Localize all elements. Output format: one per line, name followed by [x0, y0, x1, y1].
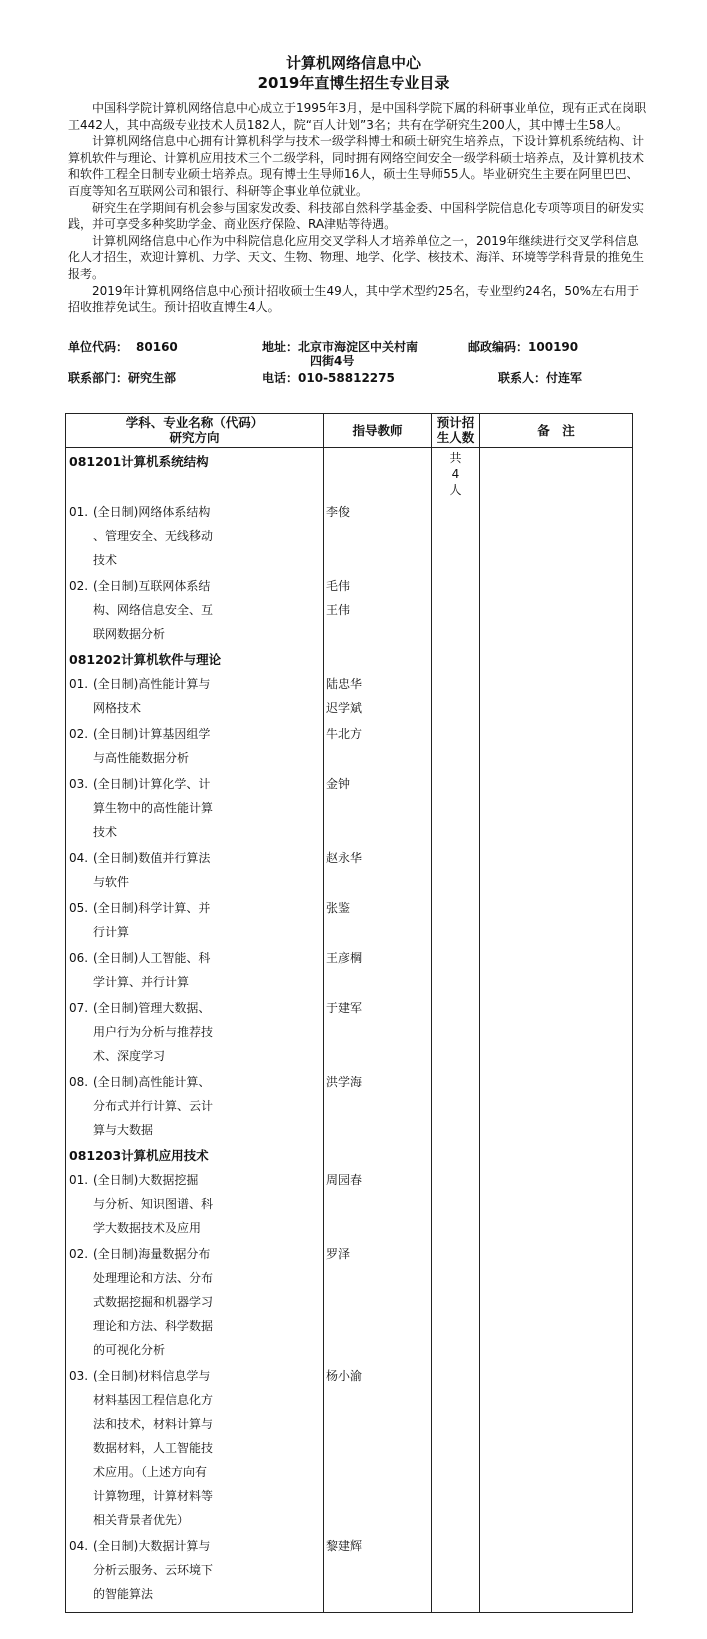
teacher-cell-empty — [324, 448, 432, 499]
quota-cell-empty — [432, 844, 480, 894]
teacher-cell — [324, 1532, 432, 1606]
quota-char: 人 — [449, 483, 462, 497]
table-row-direction — [66, 894, 633, 944]
direction-text-line: 分布式并行计算、云计 — [93, 1099, 214, 1113]
direction-text-line: (全日制)互联网体系结 — [93, 579, 211, 593]
direction-text-line: (全日制)数值并行算法 — [93, 851, 211, 865]
intro-text — [68, 100, 648, 316]
table-row-direction — [66, 498, 633, 572]
table-row-major — [66, 646, 633, 670]
direction-text-line: 分析云服务、云环境下 — [93, 1563, 214, 1577]
remarks-cell — [480, 1068, 633, 1142]
quota-cell-empty — [432, 770, 480, 844]
quota-cell-empty — [432, 1362, 480, 1532]
quota-char: 4 — [451, 467, 460, 481]
quota-cell-empty — [432, 670, 480, 720]
remarks-cell — [480, 994, 633, 1068]
direction-number: 07. — [69, 1001, 89, 1015]
phone-label: 电话： — [262, 371, 299, 385]
direction-number: 02. — [69, 727, 89, 741]
remarks-cell — [480, 1142, 633, 1166]
direction-cell — [66, 498, 324, 572]
postcode — [468, 338, 578, 355]
teacher-name: 毛伟 — [326, 579, 351, 593]
teacher-cell — [324, 1068, 432, 1142]
intro-paragraph: 研究生在学期间有机会参与国家发改委、科技部自然科学基金委、中国科学院信息化专项等项目的研发实践，并可享受多种奖助学金、商业医疗保险、RA津贴等待遇。 — [68, 200, 645, 232]
phone — [262, 369, 395, 386]
direction-cell — [66, 844, 324, 894]
contact-value: 付连军 — [546, 371, 583, 385]
direction-number: 03. — [69, 777, 89, 791]
address-value: 北京市海淀区中关村南 — [298, 340, 419, 354]
direction-text-line: 学大数据技术及应用 — [93, 1221, 202, 1235]
direction-text-line: (全日制)材料信息学与 — [93, 1369, 211, 1383]
remarks-cell — [480, 844, 633, 894]
table-row-direction — [66, 572, 633, 646]
unit-code — [68, 338, 178, 355]
table-row-direction — [66, 1240, 633, 1362]
header-quota-line1: 预计招 — [436, 415, 475, 430]
direction-text-line: (全日制)高性能计算、 — [93, 1075, 211, 1089]
direction-text-line: 联网数据分析 — [93, 627, 166, 641]
address-line2: 四街4号 — [310, 354, 355, 368]
direction-text-line: 术应用。（上述方向有 — [93, 1465, 208, 1479]
teacher-name: 陆忠华 — [326, 677, 363, 691]
direction-number: 02. — [69, 579, 89, 593]
spacer-cell — [324, 1606, 432, 1613]
table-row-direction — [66, 994, 633, 1068]
table-row-direction — [66, 944, 633, 994]
address-label: 地址： — [262, 340, 299, 354]
quota-char: 共 — [449, 451, 462, 465]
direction-number: 01. — [69, 677, 89, 691]
direction-text-line: (全日制)人工智能、科 — [93, 951, 211, 965]
direction-cell — [66, 1166, 324, 1240]
direction-cell — [66, 1240, 324, 1362]
teacher-name: 王彦棡 — [326, 951, 363, 965]
remarks-cell — [480, 770, 633, 844]
teacher-name: 李俊 — [326, 505, 351, 519]
direction-text-line: 材料基因工程信息化方 — [93, 1393, 214, 1407]
direction-text-line: (全日制)海量数据分布 — [93, 1247, 211, 1261]
direction-cell — [66, 770, 324, 844]
table-row-direction — [66, 1362, 633, 1532]
direction-text-line: 算与大数据 — [93, 1123, 154, 1137]
contact-label: 联系人： — [498, 371, 547, 385]
header-quota-line2: 生人数 — [436, 430, 475, 445]
teacher-name: 洪学海 — [326, 1075, 363, 1089]
remarks-cell — [480, 646, 633, 670]
direction-text-line: 与软件 — [93, 875, 130, 889]
direction-number: 01. — [69, 505, 89, 519]
direction-cell — [66, 1362, 324, 1532]
quota-cell-empty — [432, 720, 480, 770]
direction-text-line: 法和技术，材料计算与 — [93, 1417, 214, 1431]
direction-text-line: 与分析、知识图谱、科 — [93, 1197, 214, 1211]
teacher-name: 赵永华 — [326, 851, 363, 865]
page-title: 计算机网络信息中心 — [285, 54, 421, 72]
table-row-spacer — [66, 1606, 633, 1613]
direction-text-line: 术、深度学习 — [93, 1049, 166, 1063]
table-row-major — [66, 448, 633, 499]
remarks-cell — [480, 944, 633, 994]
direction-number: 06. — [69, 951, 89, 965]
teacher-name: 迟学斌 — [326, 701, 363, 715]
teacher-cell — [324, 770, 432, 844]
phone-value: 010-58812275 — [298, 371, 395, 385]
direction-text-line: 式数据挖掘和机器学习 — [93, 1295, 214, 1309]
spacer-cell — [432, 1606, 480, 1613]
direction-number: 08. — [69, 1075, 89, 1089]
remarks-cell — [480, 720, 633, 770]
direction-number: 03. — [69, 1369, 89, 1383]
teacher-cell — [324, 944, 432, 994]
quota-cell-empty — [432, 1068, 480, 1142]
teacher-cell — [324, 1362, 432, 1532]
remarks-cell — [480, 1362, 633, 1532]
direction-text-line: 构、网络信息安全、互 — [93, 603, 214, 617]
spacer-cell — [66, 1606, 324, 1613]
direction-number: 04. — [69, 1539, 89, 1553]
direction-text-line: (全日制)大数据计算与 — [93, 1539, 211, 1553]
direction-text-line: 网格技术 — [93, 701, 142, 715]
teacher-name: 牛北方 — [326, 727, 363, 741]
teacher-name: 王伟 — [326, 603, 351, 617]
teacher-cell — [324, 1166, 432, 1240]
direction-text-line: 数据材料，人工智能技 — [93, 1441, 214, 1455]
teacher-cell — [324, 670, 432, 720]
header-remarks: 备 注 — [480, 414, 633, 448]
postcode-value: 100190 — [528, 340, 579, 354]
remarks-cell — [480, 498, 633, 572]
remarks-cell — [480, 1532, 633, 1606]
direction-cell — [66, 1532, 324, 1606]
table-row-direction — [66, 1532, 633, 1606]
direction-text-line: 计算物理，计算材料等 — [93, 1489, 214, 1503]
direction-text-line: (全日制)大数据挖掘 — [93, 1173, 199, 1187]
unit-code-value: 80160 — [136, 340, 178, 354]
teacher-cell — [324, 720, 432, 770]
intro-paragraph: 中国科学院计算机网络信息中心成立于1995年3月，是中国科学院下属的科研事业单位，现有正式在岗职工442人，其中高级专业技术人员182人，院“百人计划”3名；共有在学研究生200人，其中博士生58人。 — [68, 101, 647, 132]
quota-cell-empty — [432, 498, 480, 572]
remarks-cell — [480, 894, 633, 944]
header-major — [66, 414, 324, 448]
teacher-cell — [324, 994, 432, 1068]
direction-cell — [66, 670, 324, 720]
quota-cell-empty — [432, 994, 480, 1068]
teacher-name: 周园春 — [326, 1173, 363, 1187]
table-row-major — [66, 1142, 633, 1166]
dept-value: 研究生部 — [128, 371, 177, 385]
header-major-line2: 研究方向 — [169, 430, 220, 445]
teacher-cell-empty — [324, 1142, 432, 1166]
intro-paragraph: 计算机网络信息中心作为中科院信息化应用交叉学科人才培养单位之一，2019年继续进行交叉学科信息化人才招生，欢迎计算机、力学、天文、生物、物理、地学、化学、核技术、海洋、环境等学科背景的推免生报考。 — [68, 233, 645, 281]
direction-text-line: 理论和方法、科学数据 — [93, 1319, 214, 1333]
teacher-name: 张鉴 — [326, 901, 351, 915]
teacher-cell — [324, 894, 432, 944]
direction-text-line: 行计算 — [93, 925, 130, 939]
table-row-direction — [66, 1166, 633, 1240]
table-row-direction — [66, 720, 633, 770]
teacher-name: 金钟 — [326, 777, 351, 791]
contact-person — [498, 369, 582, 386]
direction-text-line: 与高性能数据分析 — [93, 751, 190, 765]
direction-text-line: 用户行为分析与推荐技 — [93, 1025, 214, 1039]
teacher-cell — [324, 844, 432, 894]
major-name: 081201计算机系统结构 — [66, 448, 324, 499]
direction-text-line: 处理理论和方法、分布 — [93, 1271, 214, 1285]
direction-text-line: (全日制)高性能计算与 — [93, 677, 211, 691]
teacher-name: 于建军 — [326, 1001, 363, 1015]
quota-cell-empty — [432, 1240, 480, 1362]
table-row-direction — [66, 844, 633, 894]
direction-cell — [66, 720, 324, 770]
direction-cell — [66, 894, 324, 944]
direction-number: 01. — [69, 1173, 89, 1187]
teacher-cell — [324, 498, 432, 572]
unit-code-label: 单位代码： — [68, 340, 129, 354]
direction-cell — [66, 572, 324, 646]
direction-text-line: (全日制)管理大数据、 — [93, 1001, 211, 1015]
teacher-name: 杨小渝 — [326, 1369, 363, 1383]
page-subtitle: 2019年直博生招生专业目录 — [257, 74, 450, 92]
major-name: 081202计算机软件与理论 — [66, 646, 324, 670]
remarks-cell — [480, 670, 633, 720]
teacher-cell-empty — [324, 646, 432, 670]
header-quota — [432, 414, 480, 448]
direction-number: 04. — [69, 851, 89, 865]
table-row-direction — [66, 1068, 633, 1142]
direction-text-line: 的可视化分析 — [93, 1343, 166, 1357]
quota-cell-empty — [432, 572, 480, 646]
quota-cell-empty — [432, 894, 480, 944]
direction-text-line: (全日制)计算基因组学 — [93, 727, 211, 741]
direction-cell — [66, 994, 324, 1068]
major-name: 081203计算机应用技术 — [66, 1142, 324, 1166]
direction-text-line: (全日制)计算化学、计 — [93, 777, 211, 791]
header-major-line1: 学科、专业名称（代码） — [125, 415, 264, 430]
quota-cell-empty — [432, 944, 480, 994]
teacher-name: 黎建辉 — [326, 1539, 363, 1553]
teacher-cell — [324, 1240, 432, 1362]
direction-cell — [66, 944, 324, 994]
catalog-table — [65, 413, 633, 1613]
postcode-label: 邮政编码： — [468, 340, 529, 354]
remarks-cell — [480, 572, 633, 646]
direction-text-line: 的智能算法 — [93, 1587, 154, 1601]
contact-dept — [68, 369, 176, 386]
direction-text-line: 技术 — [93, 825, 118, 839]
remarks-cell — [480, 1166, 633, 1240]
teacher-cell — [324, 572, 432, 646]
table-row-direction — [66, 670, 633, 720]
dept-label: 联系部门： — [68, 371, 129, 385]
direction-cell — [66, 1068, 324, 1142]
remarks-cell — [480, 448, 633, 499]
direction-number: 05. — [69, 901, 89, 915]
direction-text-line: 、管理安全、无线移动 — [93, 529, 214, 543]
intro-paragraph: 2019年计算机网络信息中心预计招收硕士生49人，其中学术型约25名，专业型约24名，50%左右用于招收推荐免试生。预计招收直博生4人。 — [68, 283, 640, 315]
quota-cell-empty — [432, 1166, 480, 1240]
intro-paragraph: 计算机网络信息中心拥有计算机科学与技术一级学科博士和硕士研究生培养点，下设计算机系统结构、计算机软件与理论、计算机应用技术三个二级学科，同时拥有网络空间安全一级学科硕士培养点，及计算机技术和软件工程全日制专业硕士培养点。现有博士生导师16人，硕士生导师55人。毕业研究生主要在阿里巴巴、百度等知名互联网公司和银行、科研等企事业单位就业。 — [68, 134, 645, 198]
direction-text-line: 技术 — [93, 553, 118, 567]
spacer-cell — [480, 1606, 633, 1613]
quota-cell — [432, 448, 480, 499]
direction-text-line: 相关背景者优先） — [93, 1513, 190, 1527]
direction-text-line: (全日制)网络体系结构 — [93, 505, 211, 519]
direction-text-line: 学计算、并行计算 — [93, 975, 190, 989]
header-teacher: 指导教师 — [324, 414, 432, 448]
quota-cell-empty — [432, 1532, 480, 1606]
direction-text-line: (全日制)科学计算、并 — [93, 901, 211, 915]
table-row-direction — [66, 770, 633, 844]
direction-number: 02. — [69, 1247, 89, 1261]
teacher-name: 罗泽 — [326, 1247, 351, 1261]
direction-text-line: 算生物中的高性能计算 — [93, 801, 214, 815]
remarks-cell — [480, 1240, 633, 1362]
table-header-row — [66, 414, 633, 448]
